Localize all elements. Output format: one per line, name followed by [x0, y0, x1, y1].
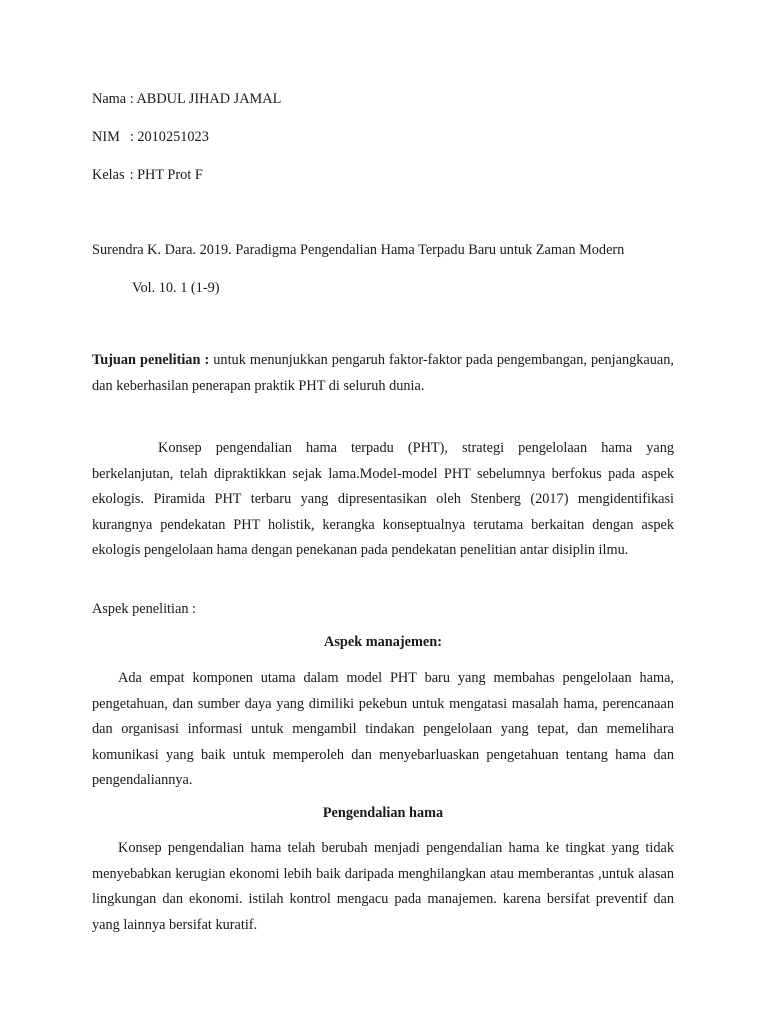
- nama-label: Nama :: [92, 91, 134, 107]
- kelas-label: Kelas: [92, 167, 125, 183]
- section-heading-pengendalian: Pengendalian hama: [322, 805, 444, 821]
- reference-volume: Vol. 10. 1 (1-9): [132, 280, 220, 296]
- nama-line: [92, 91, 281, 108]
- kelas-value: : PHT Prot F: [129, 167, 203, 183]
- nim-value: : 2010251023: [129, 129, 209, 145]
- nim-label: NIM: [92, 129, 120, 145]
- tujuan-text: untuk menunjukkan pengaruh faktor-faktor pada pengembangan, penjangkauan, dan keberhasilan penerapan praktik PHT di seluruh dunia.: [92, 352, 674, 394]
- tujuan-paragraph: [92, 348, 674, 399]
- pengendalian-paragraph: Konsep pengendalian hama telah berubah menjadi pengendalian hama ke tingkat yang tidak menyebabkan kerugian ekonomi lebih baik daripada menghilangkan atau memberantas ,untuk alasan lingkungan dan ekonomi. istilah kontrol mengacu pada manajemen. karena bersifat preventif dan yang lainnya bersifat kuratif.: [92, 840, 674, 933]
- nim-line: [92, 129, 209, 146]
- kelas-line: [92, 167, 203, 184]
- nama-value: ABDUL JIHAD JAMAL: [136, 91, 282, 107]
- tujuan-label: Tujuan penelitian :: [92, 352, 210, 368]
- intro-paragraph: Konsep pengendalian hama terpadu (PHT), strategi pengelolaan hama yang berkelanjutan, telah dipraktikkan sejak lama.Model-model PHT sebelumnya berfokus pada aspek ekologis. Piramida PHT terbaru yang dipresentasikan oleh Stenberg (2017) mengidentifikasi kurangnya pendekatan PHT holistik, kerangka konseptualnya terutama berkaitan dengan aspek ekologis pengelolaan hama dengan penekanan pada pendekatan penelitian antar disiplin ilmu.: [92, 440, 674, 559]
- section-heading-manajemen: Aspek manajemen:: [324, 634, 442, 650]
- aspek-label: Aspek penelitian :: [92, 601, 197, 617]
- reference-citation: Surendra K. Dara. 2019. Paradigma Pengendalian Hama Terpadu Baru untuk Zaman Modern: [92, 242, 625, 258]
- manajemen-paragraph: Ada empat komponen utama dalam model PHT baru yang membahas pengelolaan hama, pengetahuan, dan sumber daya yang dimiliki pekebun untuk mengatasi masalah hama, perencanaan dan organisasi informasi untuk mengambil tindakan pengelolaan yang tepat, dan memelihara komunikasi yang baik untuk memperoleh dan menyebarluaskan pengetahuan tentang hama dan pengendaliannya.: [92, 670, 674, 789]
